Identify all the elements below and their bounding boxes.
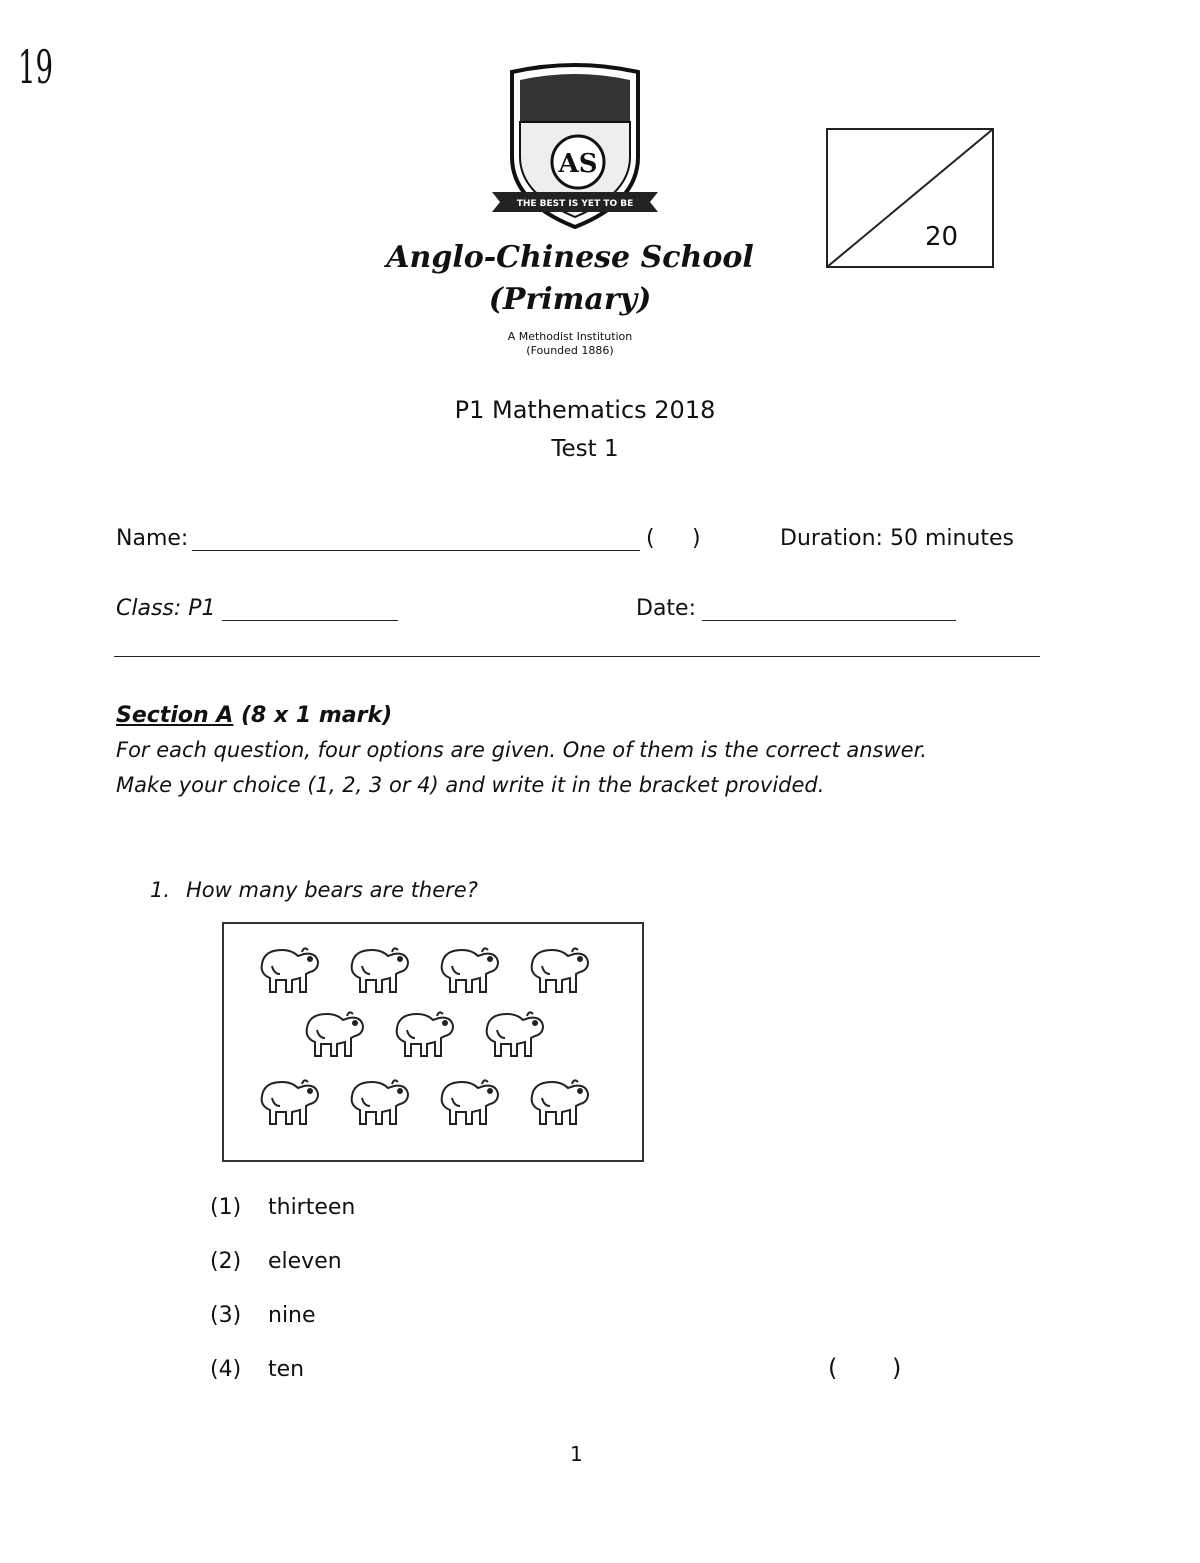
exam-subtitle: Test 1 — [551, 436, 619, 462]
class-input-line[interactable] — [222, 620, 398, 621]
bear-icon — [532, 948, 588, 992]
school-crest-logo — [490, 62, 660, 242]
register-bracket-close: ) — [692, 526, 701, 551]
bears-picture — [222, 922, 644, 1162]
bear-icon — [307, 1012, 363, 1056]
school-name: Anglo-Chinese School — [386, 240, 754, 275]
motto-line-1: A Methodist Institution — [507, 330, 633, 343]
class-label: Class: P1 — [116, 596, 216, 621]
option-3-text: nine — [268, 1303, 316, 1328]
bear-icon — [352, 948, 408, 992]
bear-icon — [352, 1080, 408, 1124]
option-3-number: (3) — [210, 1303, 242, 1328]
page-number: 1 — [570, 1442, 583, 1466]
answer-bracket-open: ( — [828, 1354, 838, 1382]
option-4-number: (4) — [210, 1357, 242, 1382]
crest-banner-text: THE BEST IS YET TO BE — [516, 199, 634, 209]
score-total: 20 — [925, 222, 959, 252]
bear-icon — [442, 948, 498, 992]
svg-text:AS: AS — [558, 149, 598, 179]
school-subname: (Primary) — [488, 282, 652, 317]
name-input-line[interactable] — [192, 550, 640, 551]
instruction-line-2: Make your choice (1, 2, 3 or 4) and write it in the bracket provided. — [116, 773, 825, 797]
section-marks: (8 x 1 mark) — [241, 703, 393, 728]
header-divider — [114, 656, 1040, 657]
bears-drawing — [224, 924, 642, 1160]
bear-icon — [487, 1012, 543, 1056]
bear-icon — [262, 948, 318, 992]
option-1-text: thirteen — [268, 1195, 356, 1220]
date-input-line[interactable] — [702, 620, 956, 621]
bear-icon — [532, 1080, 588, 1124]
option-2-text: eleven — [268, 1249, 342, 1274]
exam-title: P1 Mathematics 2018 — [454, 396, 716, 424]
date-label: Date: — [636, 596, 696, 621]
school-motto — [400, 330, 740, 358]
register-bracket-open: ( — [646, 526, 655, 551]
question-text: How many bears are there? — [186, 878, 478, 902]
option-1-number: (1) — [210, 1195, 242, 1220]
section-title: Section A — [116, 703, 234, 728]
margin-note: 19 — [18, 40, 54, 94]
duration-text: Duration: 50 minutes — [780, 526, 1014, 551]
instruction-line-1: For each question, four options are given. One of them is the correct answer. — [116, 738, 927, 762]
answer-input[interactable] — [842, 1356, 888, 1384]
question-number: 1. — [150, 878, 171, 902]
motto-line-2: (Founded 1886) — [526, 344, 614, 357]
option-2-number: (2) — [210, 1249, 242, 1274]
bear-icon — [262, 1080, 318, 1124]
bear-icon — [442, 1080, 498, 1124]
bear-icon — [397, 1012, 453, 1056]
score-box — [826, 128, 994, 268]
name-label: Name: — [116, 526, 189, 551]
section-heading — [116, 703, 392, 728]
option-4-text: ten — [268, 1357, 305, 1382]
answer-bracket-close: ) — [892, 1354, 902, 1382]
